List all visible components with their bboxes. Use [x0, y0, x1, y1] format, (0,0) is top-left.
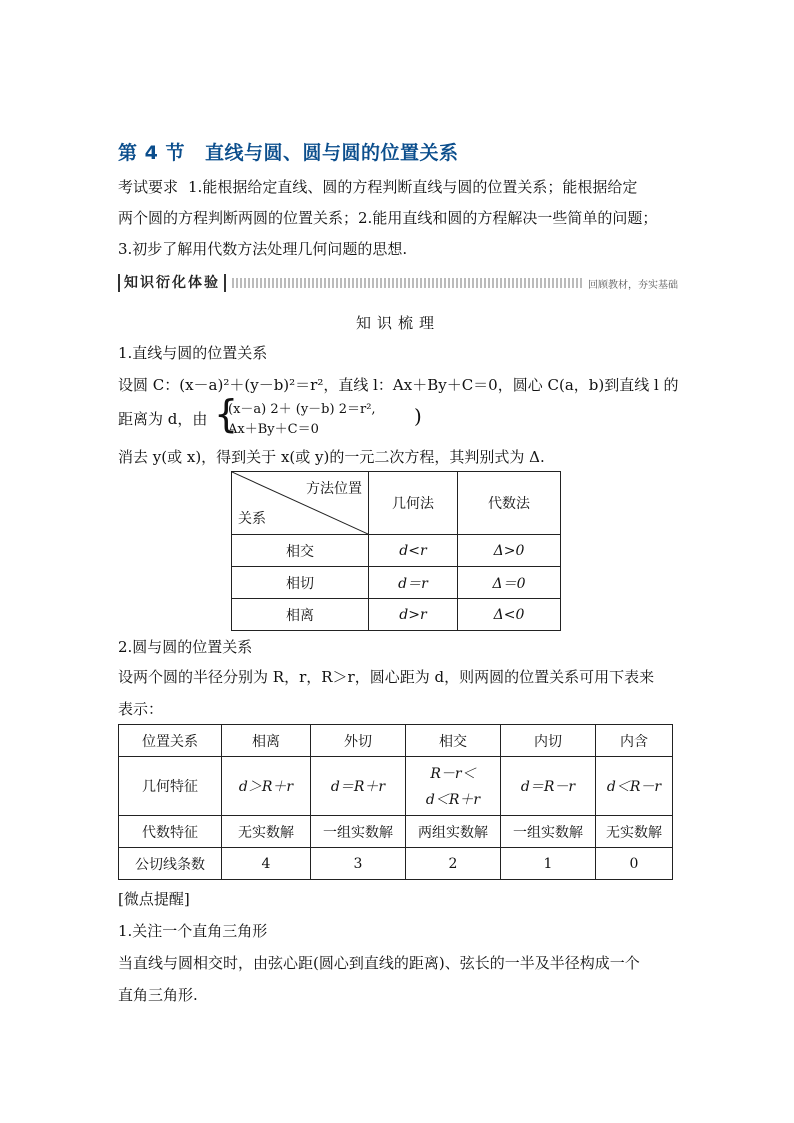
- row-relation: 相离: [232, 599, 369, 631]
- part2-para-1: 设两个圆的半径分别为 R，r，R＞r，圆心距为 d，则两圆的位置关系可用下表来: [118, 668, 655, 686]
- exam-requirements: [118, 172, 678, 265]
- requirements-line-1: 1.能根据给定直线、圆的方程判断直线与圆的位置关系；能根据给定: [188, 178, 638, 196]
- equation-circle: (x－a) 2＋ (y－b) 2＝r²,: [228, 402, 376, 417]
- diag-header-top: 方法位置: [306, 481, 362, 497]
- header-cell: 外切: [311, 725, 406, 757]
- alg-cell: 无实数解: [596, 816, 673, 848]
- header-cell: 位置关系: [119, 725, 222, 757]
- part1-para-3: 消去 y(或 x)，得到关于 x(或 y)的一元二次方程，其判别式为 Δ.: [118, 448, 545, 466]
- tangent-cell: 4: [222, 848, 311, 880]
- alg-cell: 两组实数解: [406, 816, 501, 848]
- geo-label: 几何特征: [119, 757, 222, 816]
- table-header-row: [119, 725, 673, 757]
- geo-cell: d＞R＋r: [222, 757, 311, 816]
- alg-cell: 代数特征: [119, 816, 222, 848]
- header-cell: 相交: [406, 725, 501, 757]
- requirements-line-3: 3.初步了解用代数方法处理几何问题的思想.: [118, 240, 408, 258]
- row-algebraic: Δ>0: [458, 535, 561, 567]
- left-brace-icon: {: [214, 392, 239, 436]
- table-row: [119, 816, 673, 848]
- section-number: 第 4 节: [118, 142, 185, 164]
- part1-para-1: 设圆 C：(x－a)²＋(y－b)²＝r²，直线 l：Ax＋By＋C＝0，圆心 C(a，b)到直线 l 的: [118, 376, 679, 394]
- tips-line-3: 直角三角形.: [118, 986, 198, 1004]
- section-bar-divider: [232, 278, 582, 288]
- row-geometric: d>r: [369, 599, 458, 631]
- section-bar-title: 知识衍化体验: [118, 274, 226, 292]
- geo-cell: d＜R－r: [596, 757, 673, 816]
- row-algebraic: Δ<0: [458, 599, 561, 631]
- part2-title: 2.圆与圆的位置关系: [118, 638, 253, 656]
- circle-circle-table: [118, 724, 673, 880]
- header-cell: 内含: [596, 725, 673, 757]
- geo-cell-intersect: [406, 757, 501, 816]
- header-cell: 内切: [501, 725, 596, 757]
- table-row: [232, 567, 561, 599]
- part2-para-2: 表示：: [118, 700, 164, 718]
- alg-cell: 一组实数解: [311, 816, 406, 848]
- right-paren-icon: ): [414, 404, 422, 428]
- header-cell: 相离: [222, 725, 311, 757]
- table-row: [119, 757, 673, 816]
- geo-cell: d＝R－r: [501, 757, 596, 816]
- tangent-cell: 0: [596, 848, 673, 880]
- knowledge-heading: 知识梳理: [355, 314, 440, 332]
- alg-cell: 一组实数解: [501, 816, 596, 848]
- section-name: 直线与圆、圆与圆的位置关系: [204, 142, 459, 164]
- tips-label: [微点提醒]: [118, 890, 190, 908]
- header-geometric: 几何法: [369, 472, 458, 535]
- alg-cell: 无实数解: [222, 816, 311, 848]
- page-title: [118, 138, 458, 165]
- part1-title: 1.直线与圆的位置关系: [118, 344, 268, 362]
- row-relation: 相交: [232, 535, 369, 567]
- part1-para-2: 距离为 d，由: [118, 410, 208, 428]
- row-geometric: d＝r: [369, 567, 458, 599]
- equation-line: Ax＋By＋C＝0: [228, 422, 319, 437]
- geo-intersect-line-1: R－r＜: [430, 766, 476, 782]
- requirements-label: 考试要求: [118, 178, 179, 196]
- header-algebraic: 代数法: [458, 472, 561, 535]
- section-bar-subtitle: 回顾教材，夯实基础: [588, 279, 678, 291]
- table-row: [232, 535, 561, 567]
- geo-cell: d＝R＋r: [311, 757, 406, 816]
- line-circle-table: [231, 471, 561, 631]
- table-row: [232, 599, 561, 631]
- diagonal-header-cell: [232, 472, 369, 535]
- row-geometric: d<r: [369, 535, 458, 567]
- diag-header-bottom: 关系: [238, 511, 266, 527]
- equation-system: [214, 392, 434, 438]
- tips-line-1: 1.关注一个直角三角形: [118, 922, 268, 940]
- tangent-cell: 公切线条数: [119, 848, 222, 880]
- tangent-cell: 2: [406, 848, 501, 880]
- tangent-cell: 3: [311, 848, 406, 880]
- row-relation: 相切: [232, 567, 369, 599]
- tips-line-2: 当直线与圆相交时，由弦心距(圆心到直线的距离)、弦长的一半及半径构成一个: [118, 954, 640, 972]
- geo-intersect-line-2: d＜R＋r: [425, 792, 481, 808]
- table-row: [119, 848, 673, 880]
- tangent-cell: 1: [501, 848, 596, 880]
- row-algebraic: Δ＝0: [458, 567, 561, 599]
- section-bar: [118, 272, 678, 294]
- requirements-line-2: 两个圆的方程判断两圆的位置关系；2.能用直线和圆的方程解决一些简单的问题；: [118, 209, 658, 227]
